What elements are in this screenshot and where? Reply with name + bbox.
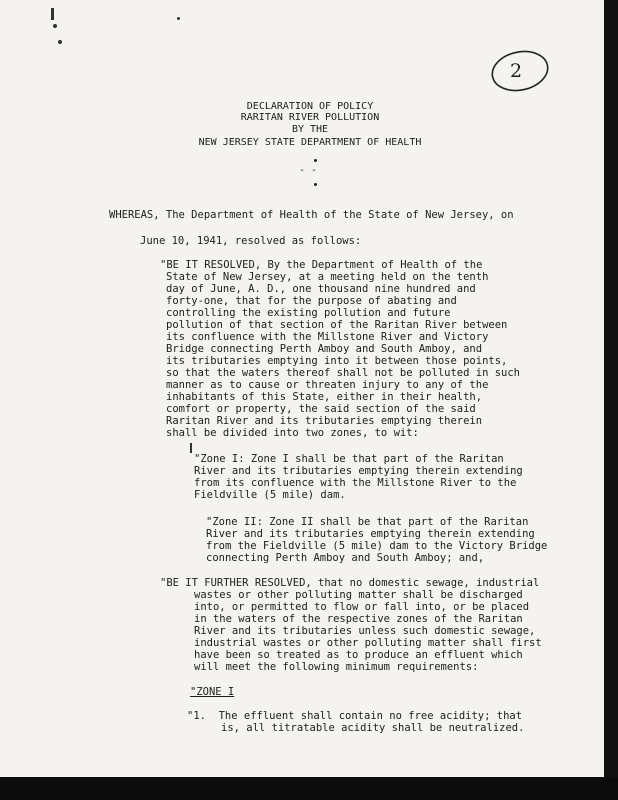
title-line-4: NEW JERSEY STATE DEPARTMENT OF HEALTH: [198, 137, 422, 148]
resolution2-line: in the waters of the respective zones of the Raritan: [194, 613, 523, 625]
margin-speck: [53, 24, 57, 28]
resolution1-line: day of June, A. D., one thousand nine hundred and: [166, 283, 476, 295]
zone1-line: Fieldville (5 mile) dam.: [194, 489, 346, 501]
resolution2-line: will meet the following minimum requirements:: [194, 661, 479, 673]
resolution1-line: inhabitants of this State, either in their health,: [166, 391, 483, 403]
margin-speck: [58, 40, 62, 44]
resolution2-line: industrial wastes or other polluting matter shall first: [194, 637, 542, 649]
ornament-dot-bottom: [314, 183, 317, 186]
resolution1-line: comfort or property, the said section of the said: [166, 403, 476, 415]
requirement1-line: is, all titratable acidity shall be neutralized.: [221, 722, 525, 734]
ornament-dashes: - -: [299, 165, 318, 176]
resolution1-line: manner as to cause or threaten injury to any of the: [166, 379, 489, 391]
zone-heading: "ZONE I: [190, 686, 235, 698]
title-line-3: BY THE: [291, 124, 329, 135]
resolution2-line: "BE IT FURTHER RESOLVED, that no domestic sewage, industrial: [160, 577, 540, 589]
zone2-line: from the Fieldville (5 mile) dam to the Victory Bridge: [206, 540, 548, 552]
resolution2-line: River and its tributaries unless such domestic sewage,: [194, 625, 536, 637]
zone1-line: River and its tributaries emptying therein extending: [194, 465, 523, 477]
resolution1-line: so that the waters thereof shall not be polluted in such: [166, 367, 521, 379]
margin-speck: [51, 8, 54, 20]
zone2-line: River and its tributaries emptying therein extending: [206, 528, 535, 540]
zone1-line: "Zone I: Zone I shall be that part of the Raritan: [194, 453, 504, 465]
ornament-dot-top: [314, 159, 317, 162]
resolution2-line: have been so treated as to produce an effluent which: [194, 649, 523, 661]
zone2-line: "Zone II: Zone II shall be that part of the Raritan: [206, 516, 529, 528]
resolution1-line: pollution of that section of the Raritan River between: [166, 319, 508, 331]
resolution1-line: shall be divided into two zones, to wit:: [166, 427, 419, 439]
resolution1-line: "BE IT RESOLVED, By the Department of Health of the: [160, 259, 483, 271]
scan-edge-right: [604, 0, 618, 800]
resolution1-line: Bridge connecting Perth Amboy and South Amboy, and: [166, 343, 483, 355]
margin-speck: [177, 17, 180, 20]
page-number-text: 2: [510, 60, 523, 82]
resolution1-line: controlling the existing pollution and future: [166, 307, 451, 319]
whereas-line-2: June 10, 1941, resolved as follows:: [140, 235, 362, 247]
resolution1-line: its tributaries emptying into it between those points,: [166, 355, 508, 367]
handwritten-page-number: [488, 48, 552, 94]
title-line-1: DECLARATION OF POLICY: [246, 101, 374, 112]
resolution2-line: wastes or other polluting matter shall be discharged: [194, 589, 523, 601]
zone1-line: from its confluence with the Millstone River to the: [194, 477, 517, 489]
requirement1-line: "1. The effluent shall contain no free acidity; that: [187, 710, 523, 722]
resolution1-line: State of New Jersey, at a meeting held on the tenth: [166, 271, 489, 283]
pen-mark: [190, 443, 192, 453]
scan-edge-bottom: [0, 777, 618, 800]
resolution1-line: forty-one, that for the purpose of abating and: [166, 295, 457, 307]
zone2-line: connecting Perth Amboy and South Amboy; and,: [206, 552, 485, 564]
whereas-line-1: WHEREAS, The Department of Health of the State of New Jersey, on: [109, 209, 514, 221]
resolution2-line: into, or permitted to flow or fall into, or be placed: [194, 601, 530, 613]
title-line-2: RARITAN RIVER POLLUTION: [240, 112, 380, 123]
resolution1-line: Raritan River and its tributaries emptying therein: [166, 415, 483, 427]
resolution1-line: its confluence with the Millstone River and Victory: [166, 331, 489, 343]
